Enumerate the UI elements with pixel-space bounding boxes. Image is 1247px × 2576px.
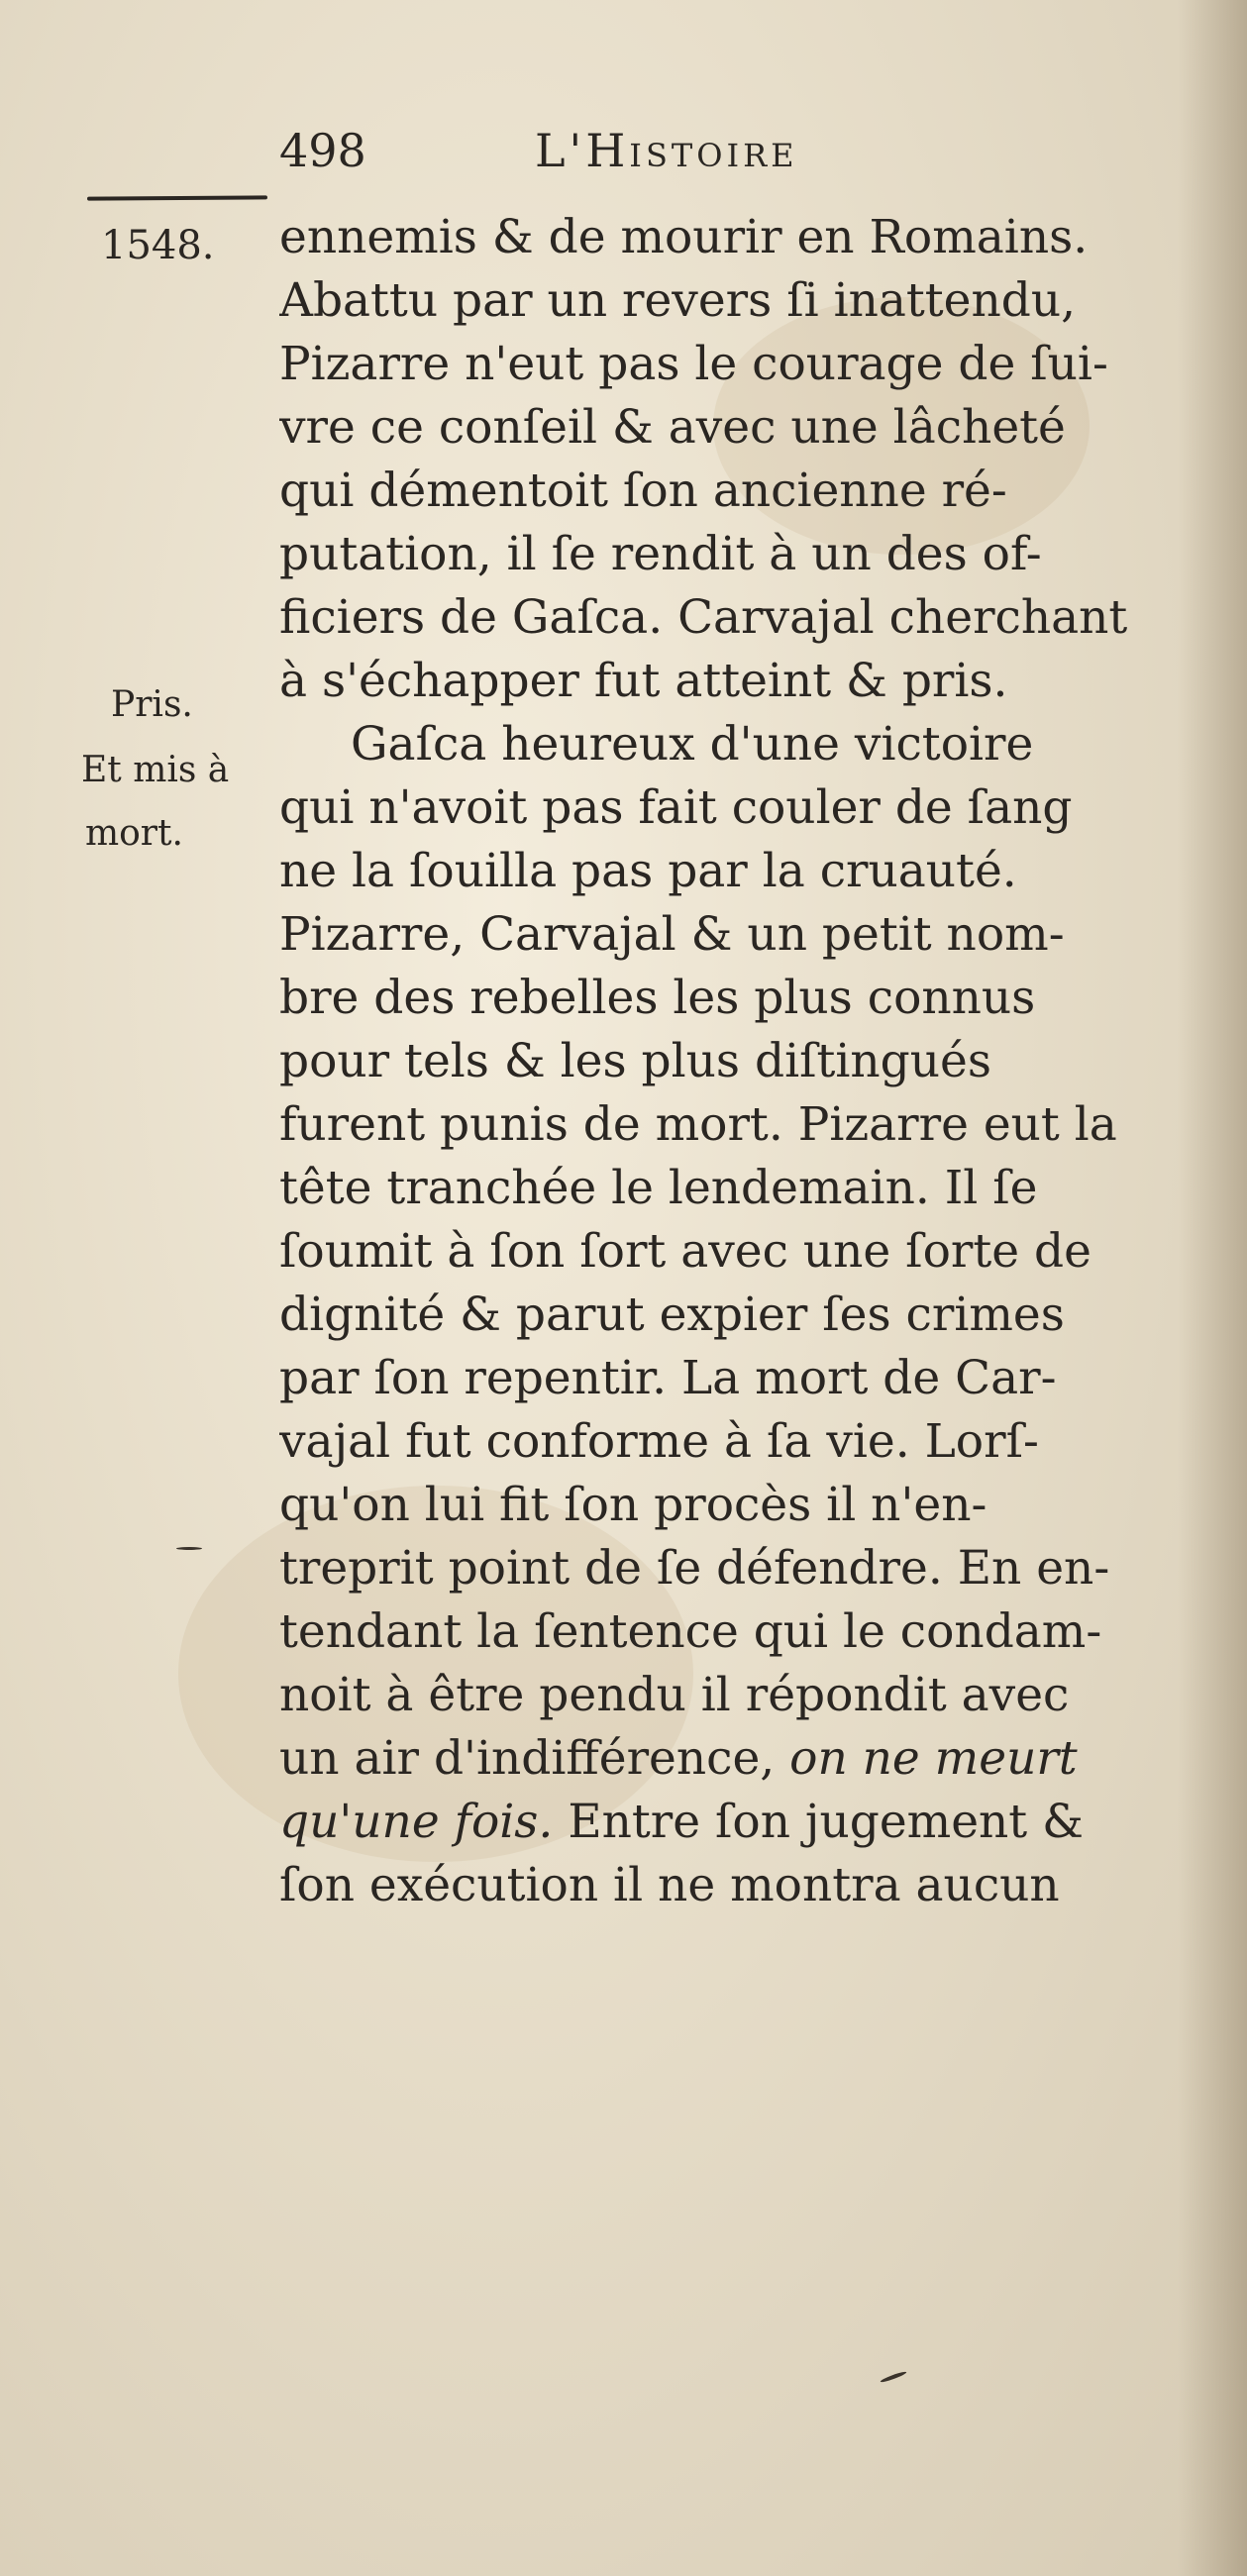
- text-line: Pizarre, Carvajal & un petit nom-: [279, 907, 1065, 962]
- header-rule: [87, 195, 267, 200]
- text-line: par ſon repentir. La mort de Car-: [279, 1351, 1057, 1405]
- margin-note-et-mis-a: Et mis à: [81, 750, 230, 790]
- text-line: bre des rebelles les plus connus: [279, 971, 1036, 1025]
- text-line: ſoumit à ſon ſort avec une ſorte de: [279, 1224, 1091, 1279]
- text-line: ennemis & de mourir en Romains.: [279, 210, 1089, 264]
- page-header: [279, 121, 992, 180]
- text-line: vajal fut conforme à ſa vie. Lorſ-: [279, 1414, 1039, 1469]
- text-line: qui démentoit ſon ancienne ré-: [279, 464, 1007, 518]
- margin-note-pris: Pris.: [111, 684, 193, 725]
- text-line-with-quote: [279, 1791, 1191, 1854]
- margin-year: 1548.: [101, 223, 215, 268]
- text-line: pour tels & les plus diſtingués: [279, 1034, 991, 1088]
- text-line-with-quote: [279, 1727, 1191, 1791]
- italic-quote: on ne meurt: [789, 1731, 1078, 1786]
- text-line: ne la ſouilla pas par la cruauté.: [279, 844, 1017, 898]
- ink-speck: [880, 2370, 907, 2383]
- text-line: ſon exécution il ne montra aucun: [279, 1858, 1060, 1912]
- text-line: noit à être pendu il répondit avec: [279, 1668, 1070, 1722]
- text-line: tête tranchée le lendemain. Il ſe: [279, 1161, 1038, 1215]
- text-line: vre ce conſeil & avec une lâcheté: [279, 400, 1066, 455]
- text-line: qu'on lui fit ſon procès il n'en-: [279, 1478, 987, 1532]
- text-line: furent punis de mort. Pizarre eut la: [279, 1097, 1117, 1152]
- text-line: treprit point de ſe défendre. En en-: [279, 1541, 1110, 1596]
- text-line: à s'échapper fut atteint & pris.: [279, 654, 1008, 708]
- ink-speck: [176, 1547, 202, 1550]
- running-title: L'Histoire: [535, 124, 798, 177]
- page-number: 498: [279, 124, 366, 177]
- text-line: dignité & parut expier ſes crimes: [279, 1288, 1065, 1342]
- text-line: Gaſca heureux d'une victoire: [351, 717, 1034, 772]
- text-line: qui n'avoit pas fait couler de ſang: [279, 780, 1073, 835]
- text-line: tendant la ſentence qui le condam-: [279, 1604, 1102, 1659]
- italic-quote: qu'une fois.: [279, 1795, 554, 1849]
- text-line: Abattu par un revers ſi inattendu,: [279, 273, 1077, 328]
- text-line: Pizarre n'eut pas le courage de ſui-: [279, 337, 1108, 391]
- text-segment: Entre ſon jugement &: [568, 1795, 1084, 1849]
- text-segment: un air d'indifférence,: [279, 1731, 776, 1786]
- text-line: putation, il ſe rendit à un des of-: [279, 527, 1042, 581]
- margin-note-mort: mort.: [85, 813, 183, 854]
- body-text: [279, 206, 1191, 2028]
- text-line: ficiers de Gaſca. Carvajal cherchant: [279, 590, 1128, 645]
